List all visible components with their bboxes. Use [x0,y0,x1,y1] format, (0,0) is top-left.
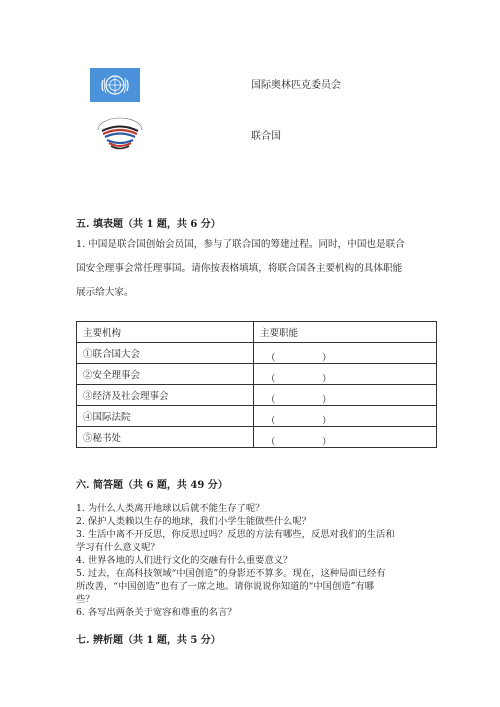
table-row [77,343,437,364]
question-line: 些？ [76,594,95,605]
question-line: 所改善，“中国创造”也有了一席之地。请你说说你知道的“中国创造”有哪 [76,581,374,592]
table-header-row [77,322,437,343]
function-blank[interactable] [254,343,437,364]
org-label-2: 联合国 [251,131,281,142]
functions-table [76,321,437,448]
left-paren: （ [266,415,276,427]
table-row [77,364,437,385]
question-line: 3. 生活中离不开反思，你反思过吗？反思的方法有哪些，反思对我们的生活和 [76,529,395,540]
wto-logo-icon [92,114,148,154]
function-blank[interactable] [254,364,437,385]
org-label-1: 国际奥林匹克委员会 [251,80,341,91]
un-logo-icon [90,68,140,102]
header-org: 主要机构 [77,322,254,343]
question-line: 1. 为什么人类离开地球以后就不能生存了呢？ [76,503,265,514]
question-line: 2. 保护人类赖以生存的地球，我们小学生能做些什么呢？ [76,516,311,527]
right-paren: ） [322,373,332,385]
org-cell: ④国际法院 [77,406,254,427]
org-cell: ①联合国大会 [77,343,254,364]
org-cell: ②安全理事会 [77,364,254,385]
section6-heading: 六. 简答题（共 6 题，共 49 分） [76,480,228,491]
question-line: 国安全理事会常任理事国。请你按表格填填，将联合国各主要机构的具体职能 [76,263,403,274]
question-line: 学习有什么意义呢？ [76,542,160,553]
table-row [77,385,437,406]
left-paren: （ [266,436,276,448]
function-blank[interactable] [254,406,437,427]
right-paren: ） [322,415,332,427]
question-line: 4. 世界各地的人们进行文化的交融有什么重要意义？ [76,555,293,566]
header-function: 主要职能 [254,322,437,343]
section5-heading: 五. 填表题（共 1 题，共 6 分） [76,219,221,230]
function-blank[interactable] [254,385,437,406]
left-paren: （ [266,394,276,406]
right-paren: ） [322,352,332,364]
section7-heading: 七. 辨析题（共 1 题，共 5 分） [76,635,221,646]
org-cell: ③经济及社会理事会 [77,385,254,406]
question-line: 展示给大家。 [76,287,134,298]
question-line: 1. 中国是联合国创始会员国，参与了联合国的筹建过程。同时，中国也是联合 [76,239,405,250]
right-paren: ） [322,436,332,448]
question-line: 5. 过去，在高科技领域“中国创造”的身影还不算多。现在，这种局面已经有 [76,568,386,579]
left-paren: （ [266,352,276,364]
org-cell: ⑤秘书处 [77,427,254,448]
function-blank[interactable] [254,427,437,448]
left-paren: （ [266,373,276,385]
right-paren: ） [322,394,332,406]
question-line: 6. 各写出两条关于宽容和尊重的名言？ [76,607,237,618]
table-row [77,406,437,427]
table-row [77,427,437,448]
